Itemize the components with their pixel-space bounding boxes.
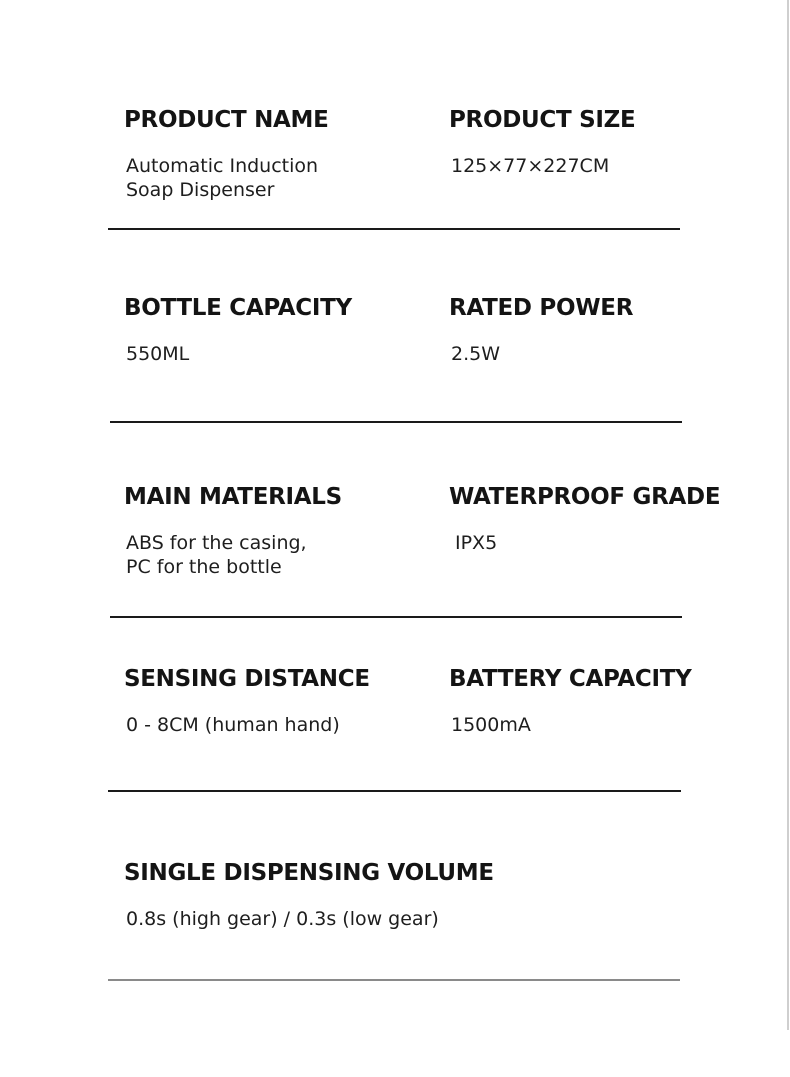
spec-value-bottle-capacity: 550ML — [126, 343, 190, 365]
spec-value-sensing-distance: 0 - 8CM (human hand) — [126, 714, 340, 736]
spec-value-main-materials-line-2: PC for the bottle — [126, 556, 282, 578]
spec-label-rated-power: RATED POWER — [449, 295, 634, 321]
spec-label-bottle-capacity: BOTTLE CAPACITY — [124, 295, 352, 321]
row-divider — [110, 616, 682, 618]
spec-label-sensing-distance: SENSING DISTANCE — [124, 666, 370, 692]
spec-label-single-dispensing-volume: SINGLE DISPENSING VOLUME — [124, 860, 494, 886]
spec-value-single-dispensing-volume: 0.8s (high gear) / 0.3s (low gear) — [126, 908, 439, 930]
spec-value-waterproof-grade: IPX5 — [455, 532, 498, 554]
spec-value-product-size: 125×77×227CM — [451, 155, 610, 177]
spec-label-product-size: PRODUCT SIZE — [449, 107, 636, 133]
spec-label-main-materials: MAIN MATERIALS — [124, 484, 342, 510]
spec-label-battery-capacity: BATTERY CAPACITY — [449, 666, 692, 692]
spec-value-main-materials-line-1: ABS for the casing, — [126, 532, 307, 554]
spec-value-product-name-line-1: Automatic Induction — [126, 155, 319, 177]
row-divider — [108, 228, 680, 230]
page-edge-line — [787, 0, 789, 1030]
row-divider — [108, 979, 680, 981]
spec-label-waterproof-grade: WATERPROOF GRADE — [449, 484, 721, 510]
spec-label-product-name: PRODUCT NAME — [124, 107, 329, 133]
row-divider — [108, 790, 681, 792]
spec-value-product-name-line-2: Soap Dispenser — [126, 179, 275, 201]
spec-value-battery-capacity: 1500mA — [451, 714, 531, 736]
row-divider — [110, 421, 682, 423]
spec-value-rated-power: 2.5W — [451, 343, 501, 365]
